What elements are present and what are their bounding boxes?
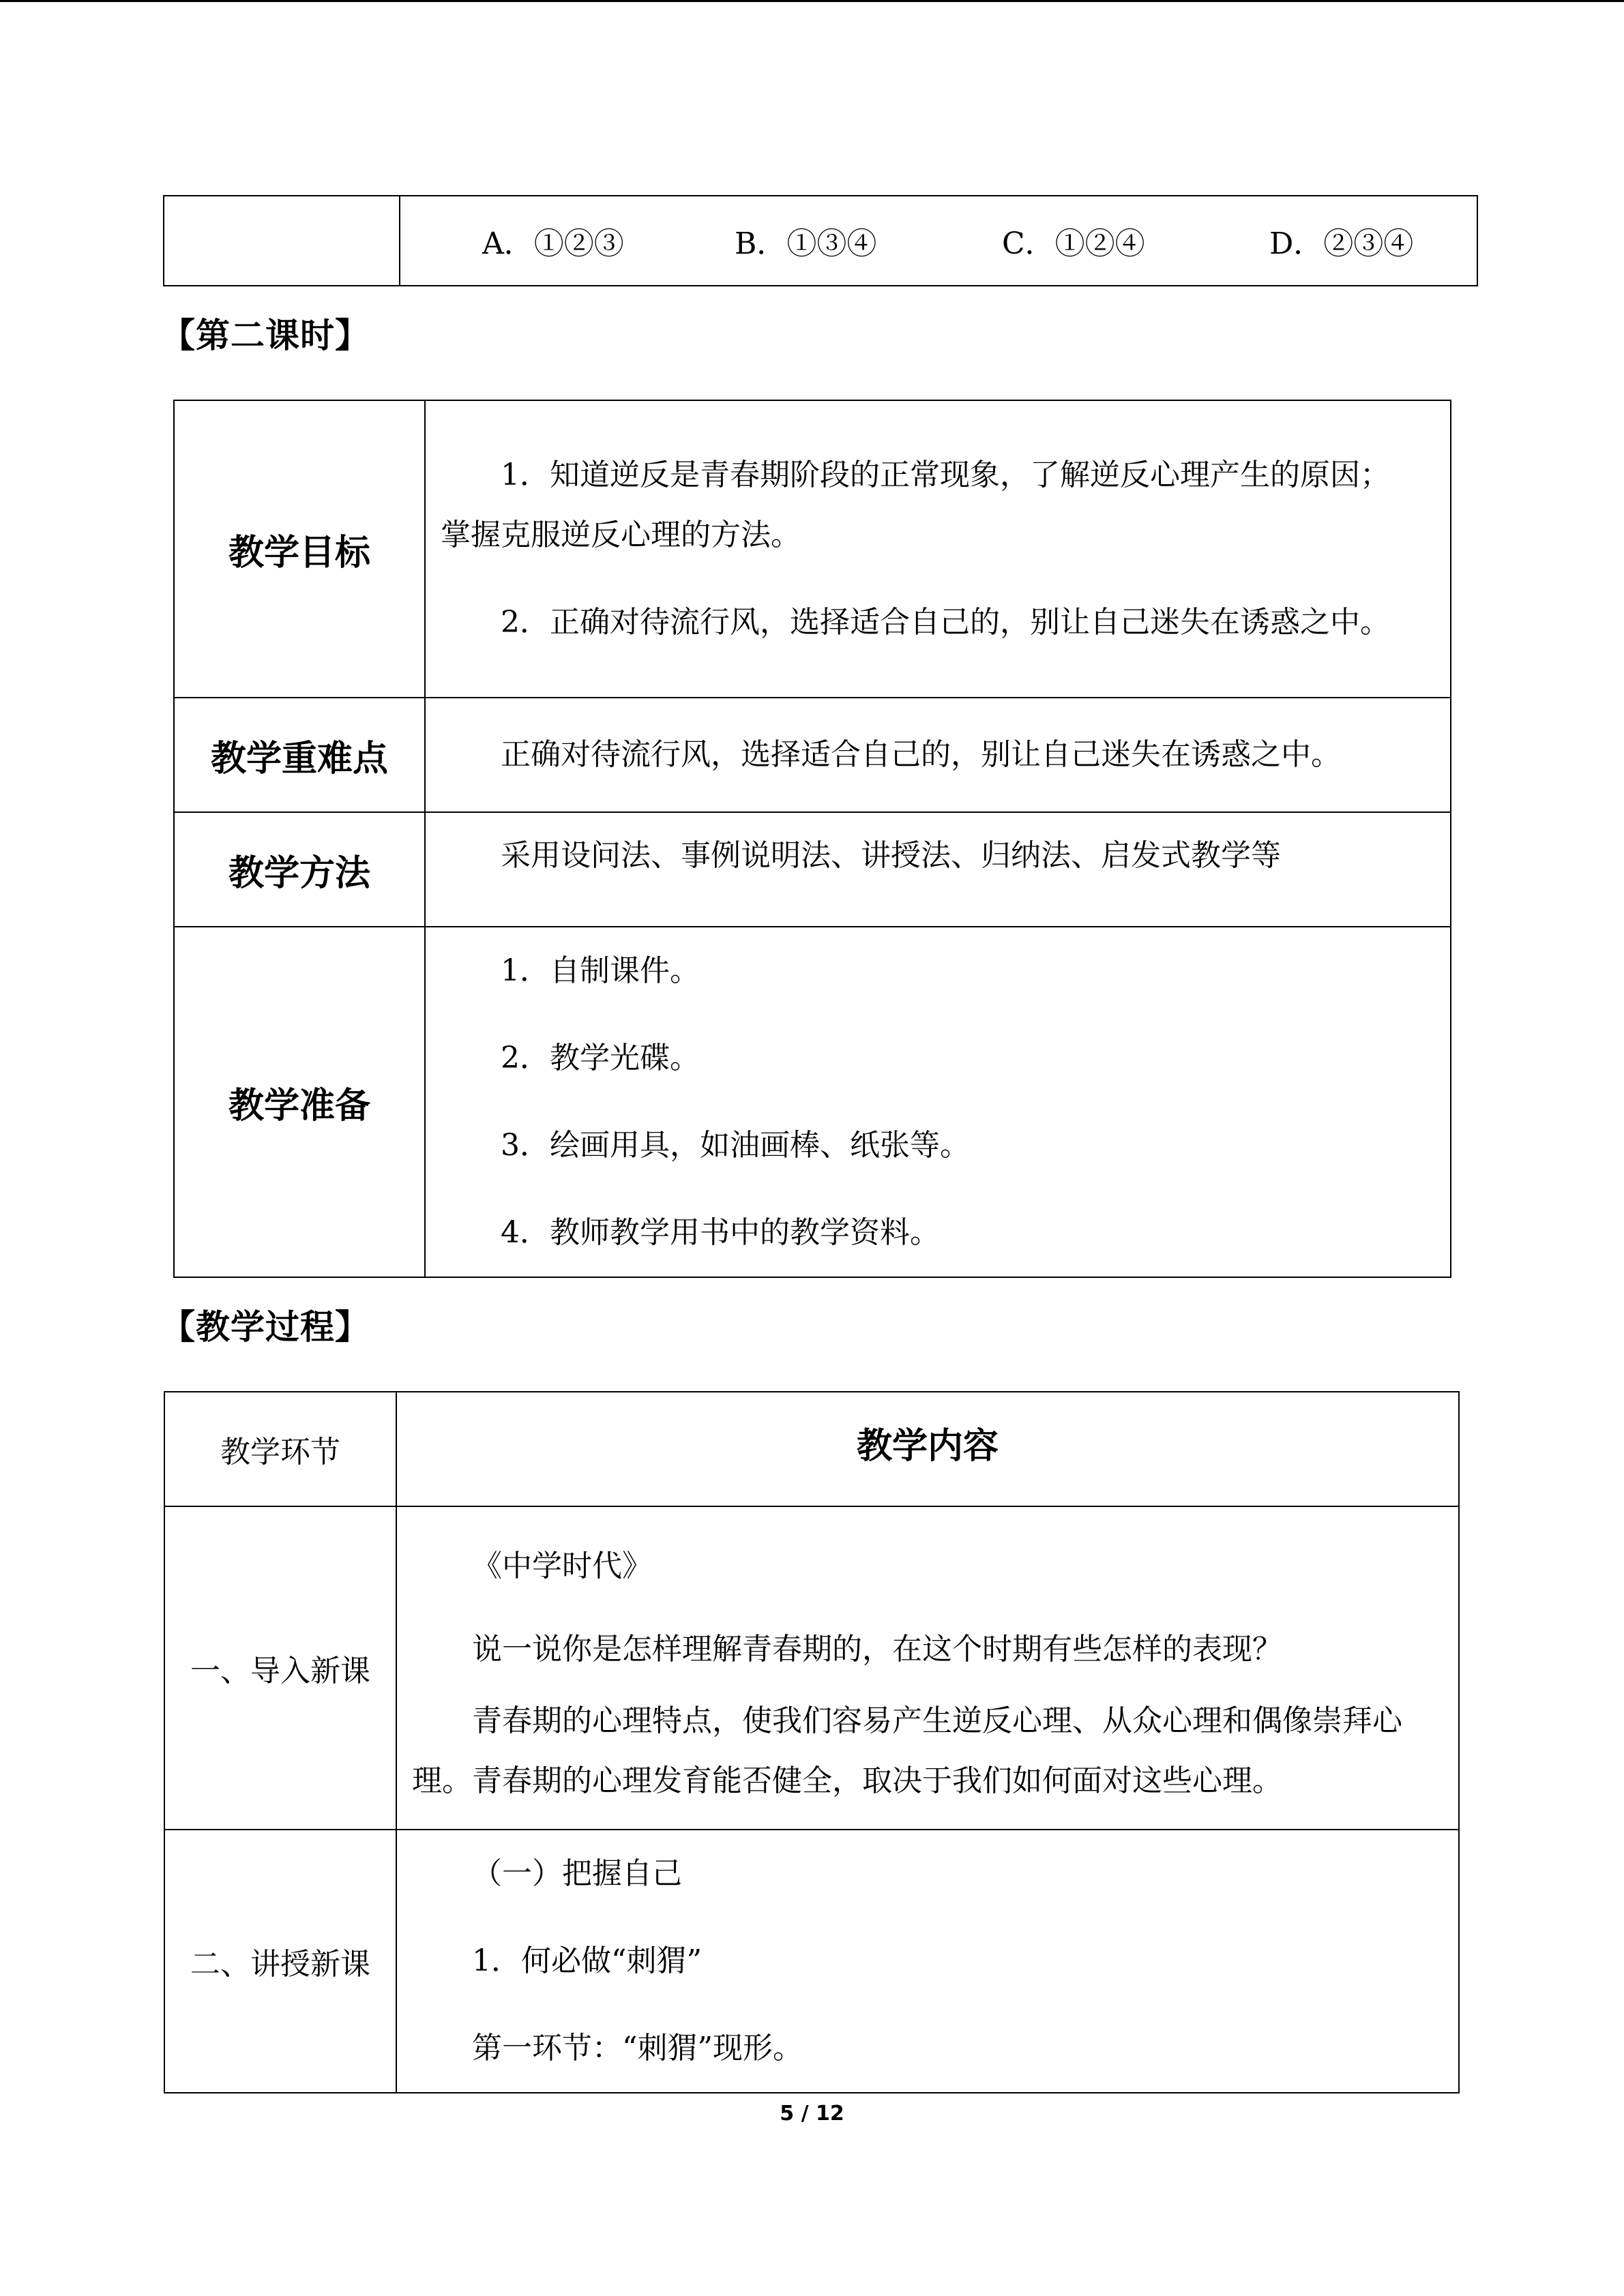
preparation-label: 教学准备 <box>174 927 425 1277</box>
methods-label: 教学方法 <box>174 812 425 927</box>
methods-cell <box>425 812 1451 927</box>
process-header-stage: 教学环节 <box>164 1392 396 1506</box>
keypoints-label: 教学重难点 <box>174 698 425 812</box>
options-table <box>163 195 1478 286</box>
process-content-cell <box>396 1506 1459 1830</box>
preparation-item: 3．绘画用具，如油画棒、纸张等。 <box>501 1128 970 1163</box>
page-top-border <box>0 0 1624 2</box>
process-stage: 二、讲授新课 <box>164 1830 396 2093</box>
page-number: 5 / 12 <box>780 2102 844 2126</box>
option-c: C．①②④ <box>1002 226 1145 261</box>
process-line: 说一说你是怎样理解青春期的，在这个时期有些怎样的表现？ <box>472 1632 1282 1667</box>
objectives-cell <box>425 400 1451 698</box>
section-title-second-lesson: 【第二课时】 <box>161 316 370 355</box>
process-line: 《中学时代》 <box>472 1549 652 1583</box>
option-b: B．①③④ <box>735 226 877 261</box>
process-line: 第一环节：“刺猬”现形。 <box>472 2031 803 2066</box>
process-header-content: 教学内容 <box>396 1392 1459 1506</box>
keypoints-text: 正确对待流行风，选择适合自己的，别让自己迷失在诱惑之中。 <box>501 737 1341 772</box>
preparation-item: 1．自制课件。 <box>501 953 700 988</box>
keypoints-cell <box>425 698 1451 812</box>
objective-item: 1．知道逆反是青春期阶段的正常现象，了解逆反心理产生的原因；掌握克服逆反心理的方法。 <box>441 458 1390 552</box>
process-line: （一）把握自己 <box>472 1856 682 1891</box>
process-content-cell <box>396 1830 1459 2093</box>
option-d: D．②③④ <box>1269 226 1414 261</box>
objective-item: 2．正确对待流行风，选择适合自己的，别让自己迷失在诱惑之中。 <box>501 605 1390 640</box>
objectives-label: 教学目标 <box>174 400 425 698</box>
lesson-info-table <box>173 400 1451 1278</box>
options-cell <box>400 196 1477 286</box>
section-title-process: 【教学过程】 <box>161 1307 370 1347</box>
preparation-item: 2．教学光碟。 <box>501 1041 700 1075</box>
methods-text: 采用设问法、事例说明法、讲授法、归纳法、启发式教学等 <box>501 838 1281 873</box>
option-a: A．①②③ <box>482 226 624 261</box>
process-line: 1．何必做“刺猬” <box>472 1943 702 1978</box>
preparation-cell <box>425 927 1451 1277</box>
process-stage: 一、导入新课 <box>164 1506 396 1830</box>
options-empty-cell <box>164 196 400 286</box>
process-table <box>164 1391 1460 2093</box>
process-line: 青春期的心理特点，使我们容易产生逆反心理、从众心理和偶像崇拜心理。青春期的心理发育能否健全，取决于我们如何面对这些心理。 <box>412 1703 1402 1798</box>
preparation-item: 4．教师教学用书中的教学资料。 <box>501 1215 940 1250</box>
